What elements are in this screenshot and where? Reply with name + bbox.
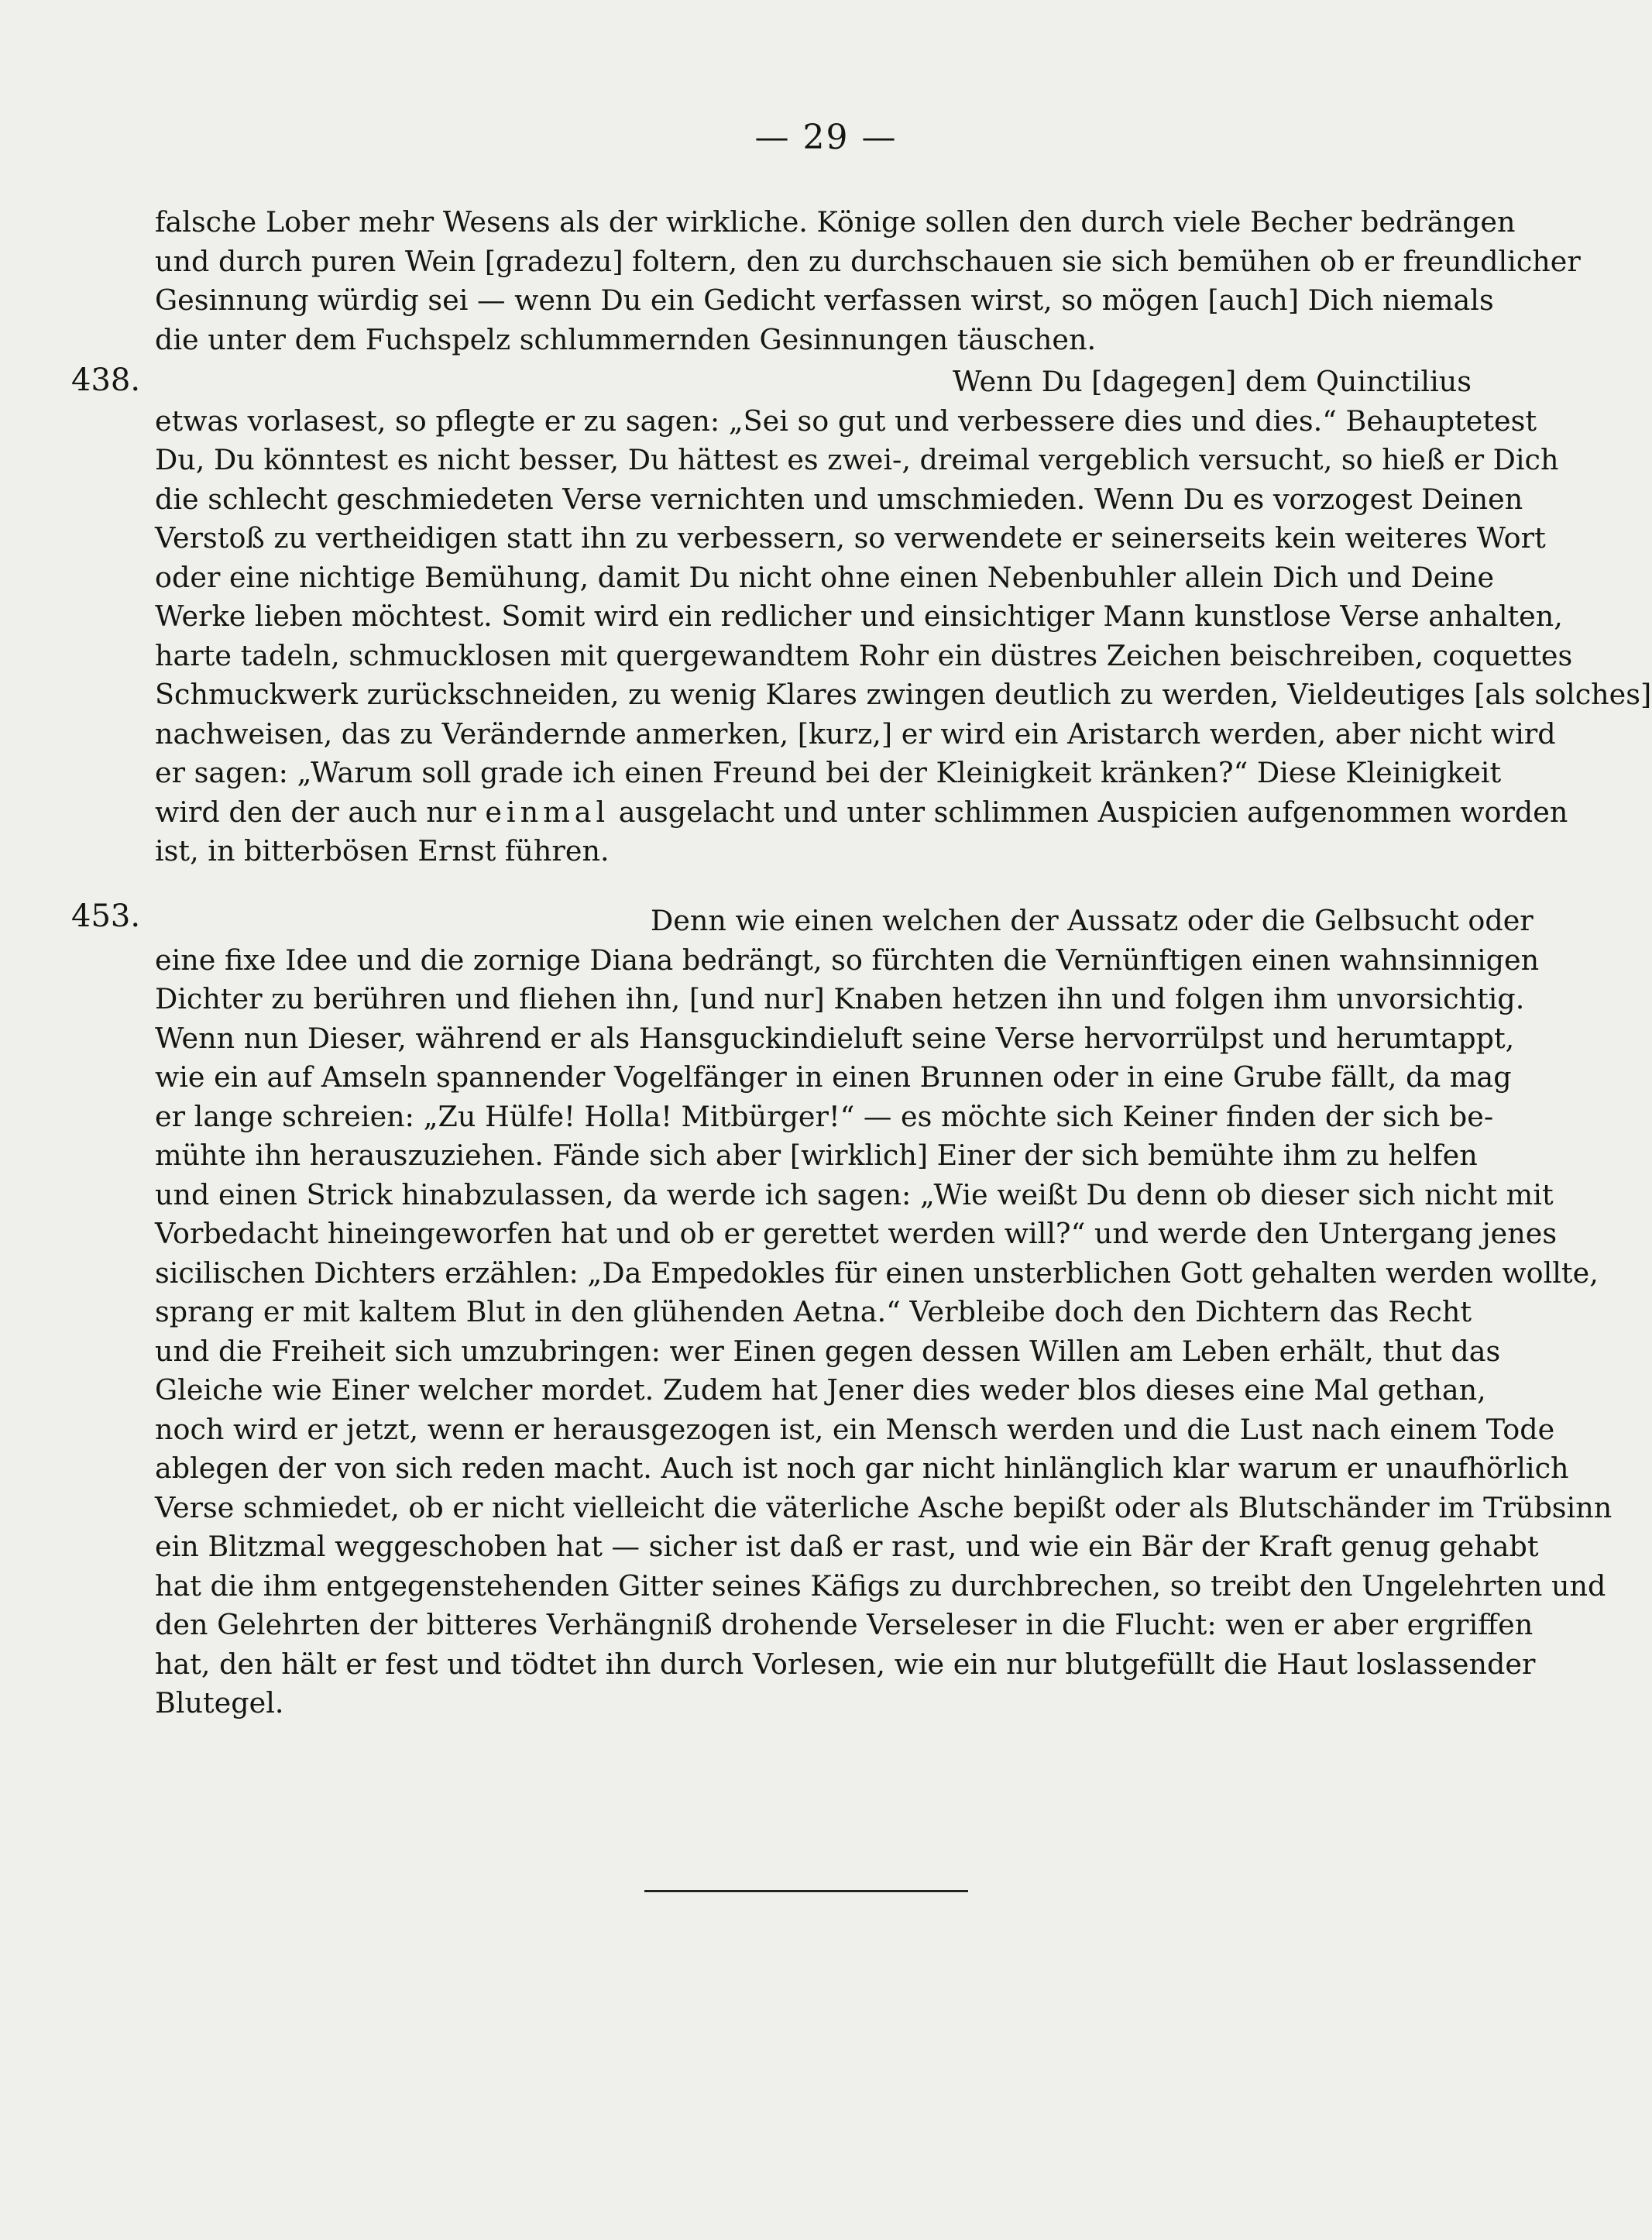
text-line: ist, in bitterbösen Ernst führen.	[155, 834, 610, 867]
text-line: eine fixe Idee und die zornige Diana bedrängt, so fürchten die Vernünftigen einen wahnsinnigen	[155, 943, 1540, 977]
section-divider	[644, 1890, 968, 1892]
paragraph-continuation	[155, 203, 1581, 359]
text-line: hat, den hält er fest und tödtet ihn durch Vorlesen, wie ein nur blutgefüllt die Haut loslassender	[155, 1647, 1536, 1681]
text-fragment: ausgelacht und unter schlimmen Auspicien aufgenommen worden	[610, 795, 1568, 829]
text-line: ablegen der von sich reden macht. Auch ist noch gar nicht hinlänglich klar warum er unaufhörlich	[155, 1452, 1569, 1485]
page-number: — 29 —	[754, 118, 898, 157]
text-line: Werke lieben möchtest. Somit wird ein redlicher und einsichtiger Mann kunstlose Verse anhalten,	[155, 600, 1563, 633]
text-line: etwas vorlasest, so pflegte er zu sagen: „Sei so gut und verbessere dies und dies.“ Behauptetest	[155, 404, 1537, 438]
section-marker-438: 438.	[71, 362, 141, 398]
paragraph-453	[155, 902, 1613, 1723]
text-line: Gesinnung würdig sei — wenn Du ein Gedicht verfassen wirst, so mögen [auch] Dich niemals	[155, 283, 1494, 317]
text-line: Blutegel.	[155, 1686, 284, 1720]
text-line: den Gelehrten der bitteres Verhängniß drohende Verseleser in die Flucht: wen er aber ergriffen	[155, 1608, 1534, 1641]
text-line: Du, Du könntest es nicht besser, Du hättest es zwei-, dreimal vergeblich versucht, so hieß er Dich	[155, 443, 1559, 476]
emphasized-word: einmal	[485, 795, 610, 829]
text-line: er lange schreien: „Zu Hülfe! Holla! Mitbürger!“ — es möchte sich Keiner finden der sich be-	[155, 1099, 1494, 1133]
text-fragment: wird den der auch nur	[155, 795, 486, 829]
text-line: Verse schmiedet, ob er nicht vielleicht die väterliche Asche bepißt oder als Blutschänder im Trübsinn	[155, 1490, 1613, 1524]
text-line: ein Blitzmal weggeschoben hat — sicher ist daß er rast, und wie ein Bär der Kraft genug gehabt	[155, 1530, 1539, 1563]
text-line: die unter dem Fuchspelz schlummernden Gesinnungen täuschen.	[155, 322, 1097, 356]
text-line: hat die ihm entgegenstehenden Gitter seines Käfigs zu durchbrechen, so treibt den Ungelehrten und	[155, 1568, 1606, 1603]
text-line: mühte ihn herauszuziehen. Fände sich aber [wirklich] Einer der sich bemühte ihm zu helfen	[155, 1139, 1478, 1172]
text-line: Schmuckwerk zurückschneiden, zu wenig Klares zwingen deutlich zu werden, Vieldeutiges [als solches]	[155, 678, 1652, 711]
text-line: und die Freiheit sich umzubringen: wer Einen gegen dessen Willen am Leben erhält, thut das	[155, 1334, 1501, 1368]
text-line: die schlecht geschmiedeten Verse vernichten und umschmieden. Wenn Du es vorzogest Deinen	[155, 482, 1523, 516]
section-marker-453: 453.	[71, 898, 141, 934]
text-line: Gleiche wie Einer welcher mordet. Zudem hat Jener dies weder blos dieses eine Mal gethan,	[155, 1373, 1486, 1407]
text-line	[155, 793, 1568, 833]
text-line: harte tadeln, schmucklosen mit quergewandtem Rohr ein düstres Zeichen beischreiben, coquettes	[155, 638, 1573, 672]
text-line: Denn wie einen welchen der Aussatz oder die Gelbsucht oder	[651, 904, 1534, 937]
text-line: Wenn Du [dagegen] dem Quinctilius	[953, 365, 1472, 398]
text-line: und durch puren Wein [gradezu] foltern, den zu durchschauen sie sich bemühen ob er freundlicher	[155, 244, 1581, 278]
text-line: Vorbedacht hineingeworfen hat und ob er gerettet werden will?“ und werde den Untergang jenes	[155, 1217, 1558, 1250]
text-line: Dichter zu berühren und fliehen ihn, [und nur] Knaben hetzen ihn und folgen ihm unvorsichtig.	[155, 982, 1525, 1015]
text-line: sicilischen Dichters erzählen: „Da Empedokles für einen unsterblichen Gott gehalten werden wollte,	[155, 1256, 1599, 1290]
text-line: noch wird er jetzt, wenn er herausgezogen ist, ein Mensch werden und die Lust nach einem Tode	[155, 1412, 1555, 1446]
text-line: falsche Lober mehr Wesens als der wirkliche. Könige sollen den durch viele Becher bedrängen	[155, 205, 1516, 239]
text-line: sprang er mit kaltem Blut in den glühenden Aetna.“ Verbleibe doch den Dichtern das Recht	[155, 1295, 1472, 1328]
text-line: wie ein auf Amseln spannender Vogelfänger in einen Brunnen oder in eine Grube fällt, da mag	[155, 1060, 1512, 1094]
text-line: und einen Strick hinabzulassen, da werde ich sagen: „Wie weißt Du denn ob dieser sich nicht mit	[155, 1177, 1554, 1211]
text-line: er sagen: „Warum soll grade ich einen Freund bei der Kleinigkeit kränken?“ Diese Kleinigkeit	[155, 756, 1502, 789]
text-line: Verstoß zu vertheidigen statt ihn zu verbessern, so verwendete er seinerseits kein weiteres Wort	[155, 521, 1546, 555]
paragraph-438	[155, 362, 1652, 871]
text-line: nachweisen, das zu Verändernde anmerken, [kurz,] er wird ein Aristarch werden, aber nicht wird	[155, 716, 1556, 751]
text-line: oder eine nichtige Bemühung, damit Du nicht ohne einen Nebenbuhler allein Dich und Deine	[155, 560, 1495, 594]
text-line: Wenn nun Dieser, während er als Hansguckindieluft seine Verse hervorrülpst und herumtappt,	[155, 1021, 1515, 1055]
